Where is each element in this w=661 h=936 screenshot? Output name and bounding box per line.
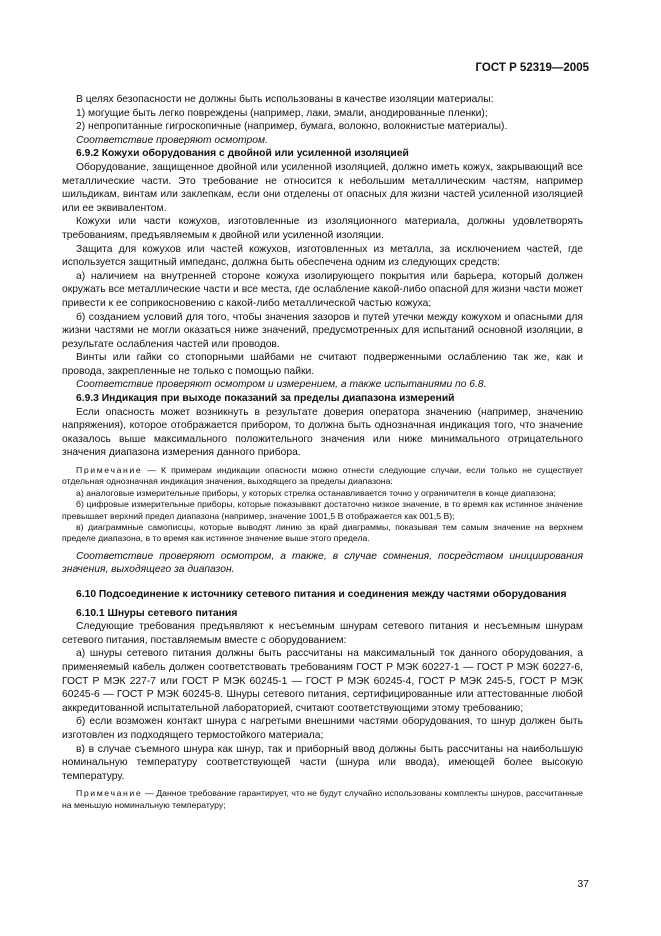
note-text: — Данное требование гарантирует, что не будут случайно использованы комплекты шнуров, рассчитанные на меньшую номинальную температуру; <box>62 788 583 810</box>
note-item: б) цифровые измерительные приборы, которые показывают достаточно низкое значение, в то время как истинное значение превышает верхний предел диапазона (например, значение 1001,5 В отображается как 001,5 В); <box>62 499 583 521</box>
note-item: а) аналоговые измерительные приборы, у которых стрелка останавливается точно у ограничителя в конце диапазона; <box>76 487 556 498</box>
standard-designation: ГОСТ Р 52319—2005 <box>475 62 589 74</box>
note <box>62 465 583 488</box>
page-content <box>62 93 583 811</box>
list-item: 1) могущие быть легко повреждены (например, лаки, эмали, анодированные пленки); <box>76 107 488 119</box>
list-item: 2) непропитанные гигроскопичные (например, бумага, волокно, волокнистые материалы). <box>76 121 508 133</box>
list-item: а) наличием на внутренней стороне кожуха изолирующего покрытия или барьера, который должен окружать все металлические части и все места, где ослабление какой-либо опасной для жизни части может привести к ее соприкосновению с какой-либо металлической частью кожуха; <box>62 270 583 309</box>
paragraph: Следующие требования предъявляют к несъемным шнурам сетевого питания и несъемным шнурам сетевого питания, поставляемым вместе с оборудованием: <box>62 621 583 646</box>
paragraph: В целях безопасности не должны быть использованы в качестве изоляции материалы: <box>76 94 494 105</box>
note-label: Примечание <box>76 465 143 476</box>
note-label: Примечание <box>76 788 143 799</box>
list-item: в) в случае съемного шнура как шнур, так и приборный ввод должны быть рассчитаны на наибольшую номинальную температуру соответствующей части (шнура или ввода), имеющей более высокую температуру. <box>62 743 583 782</box>
section-heading-6-9-2: 6.9.2 Кожухи оборудования с двойной или усиленной изоляцией <box>76 148 409 160</box>
section-heading-6-10: 6.10 Подсоединение к источнику сетевого питания и соединения между частями оборудования <box>76 589 567 601</box>
note <box>62 788 583 811</box>
paragraph: Если опасность может возникнуть в результате доверия оператора значению (например, значению напряжения), которое отображается прибором, то должна быть однозначная индикация того, что значение оказалось выше максимального положительного значения или ниже минимального отрицательного значения диапазона измерения данного прибора. <box>62 406 583 459</box>
compliance-statement: Соответствие проверяют осмотром и измерением, а также испытаниями по 6.8. <box>76 379 487 391</box>
section-heading-6-10-1: 6.10.1 Шнуры сетевого питания <box>76 607 238 619</box>
compliance-statement: Соответствие проверяют осмотром, а также, в случае сомнения, посредством инициирования значения, выходящего за диапазон. <box>62 550 583 576</box>
paragraph: Кожухи или части кожухов, изготовленные из изоляционного материала, должны удовлетворять требованиям, предъявляемым к двойной или усиленной изоляции. <box>62 216 583 241</box>
paragraph: Винты или гайки со стопорными шайбами не считают подверженными ослаблению так же, как и провода, закрепленные не только с помощью пайки. <box>62 352 583 377</box>
paragraph: Оборудование, защищенное двойной или усиленной изоляцией, должно иметь кожух, закрывающий все металлические части. Это требование не относится к небольшим металлическим частям, например шильдикам, винтам или заклепкам, если они отделены от опасных для жизни частей усиленной изоляцией или ее эквивалентом. <box>62 161 583 214</box>
note-item: в) диаграммные самописцы, которые выводят линию за край диаграммы, показывая тем самым значение на верхнем пределе диапазона, в то время как истинное значение выше этого предела. <box>62 522 583 544</box>
list-item: б) созданием условий для того, чтобы значения зазоров и путей утечки между кожухом и опасными для жизни частями не могли оказаться ниже значений, предусмотренных для испытаний основной изоляции, в результате ослабления частей или проводов. <box>62 311 583 350</box>
compliance-statement: Соответствие проверяют осмотром. <box>76 134 268 146</box>
note-text: — К примерам индикации опасности можно отнести следующие случаи, если только не существует отдельная однозначная индикация значения, выходящего за пределы диапазона: <box>62 465 583 487</box>
section-heading-6-9-3: 6.9.3 Индикация при выходе показаний за пределы диапазона измерений <box>76 393 455 405</box>
paragraph: Защита для кожухов или частей кожухов, изготовленных из металла, за исключением частей, где используется защитный импеданс, должна быть обеспечена одним из следующих средств: <box>62 243 583 269</box>
list-item: б) если возможен контакт шнура с нагретыми внешними частями оборудования, то шнур должен быть изготовлен из подходящего термостойкого материала; <box>62 716 583 741</box>
page-number: 37 <box>577 878 589 890</box>
list-item: а) шнуры сетевого питания должны быть рассчитаны на максимальный ток данного оборудования, а применяемый кабель должен соответствовать требованиям ГОСТ Р МЭК 60227-1 — ГОСТ Р МЭК 60227-6, ГОСТ Р МЭК 227-7 или ГОСТ Р МЭК 60245-1 — ГОСТ Р МЭК 60245-4, ГОСТ Р МЭК 245-5, ГОСТ Р МЭК 60245-6 — ГОСТ Р МЭК 60245-8. Шнуры сетевого питания, сертифицированные или аттестованные любой аккредитованной испытательной лабораторией, считают соответствующими этому требованию; <box>62 648 583 714</box>
